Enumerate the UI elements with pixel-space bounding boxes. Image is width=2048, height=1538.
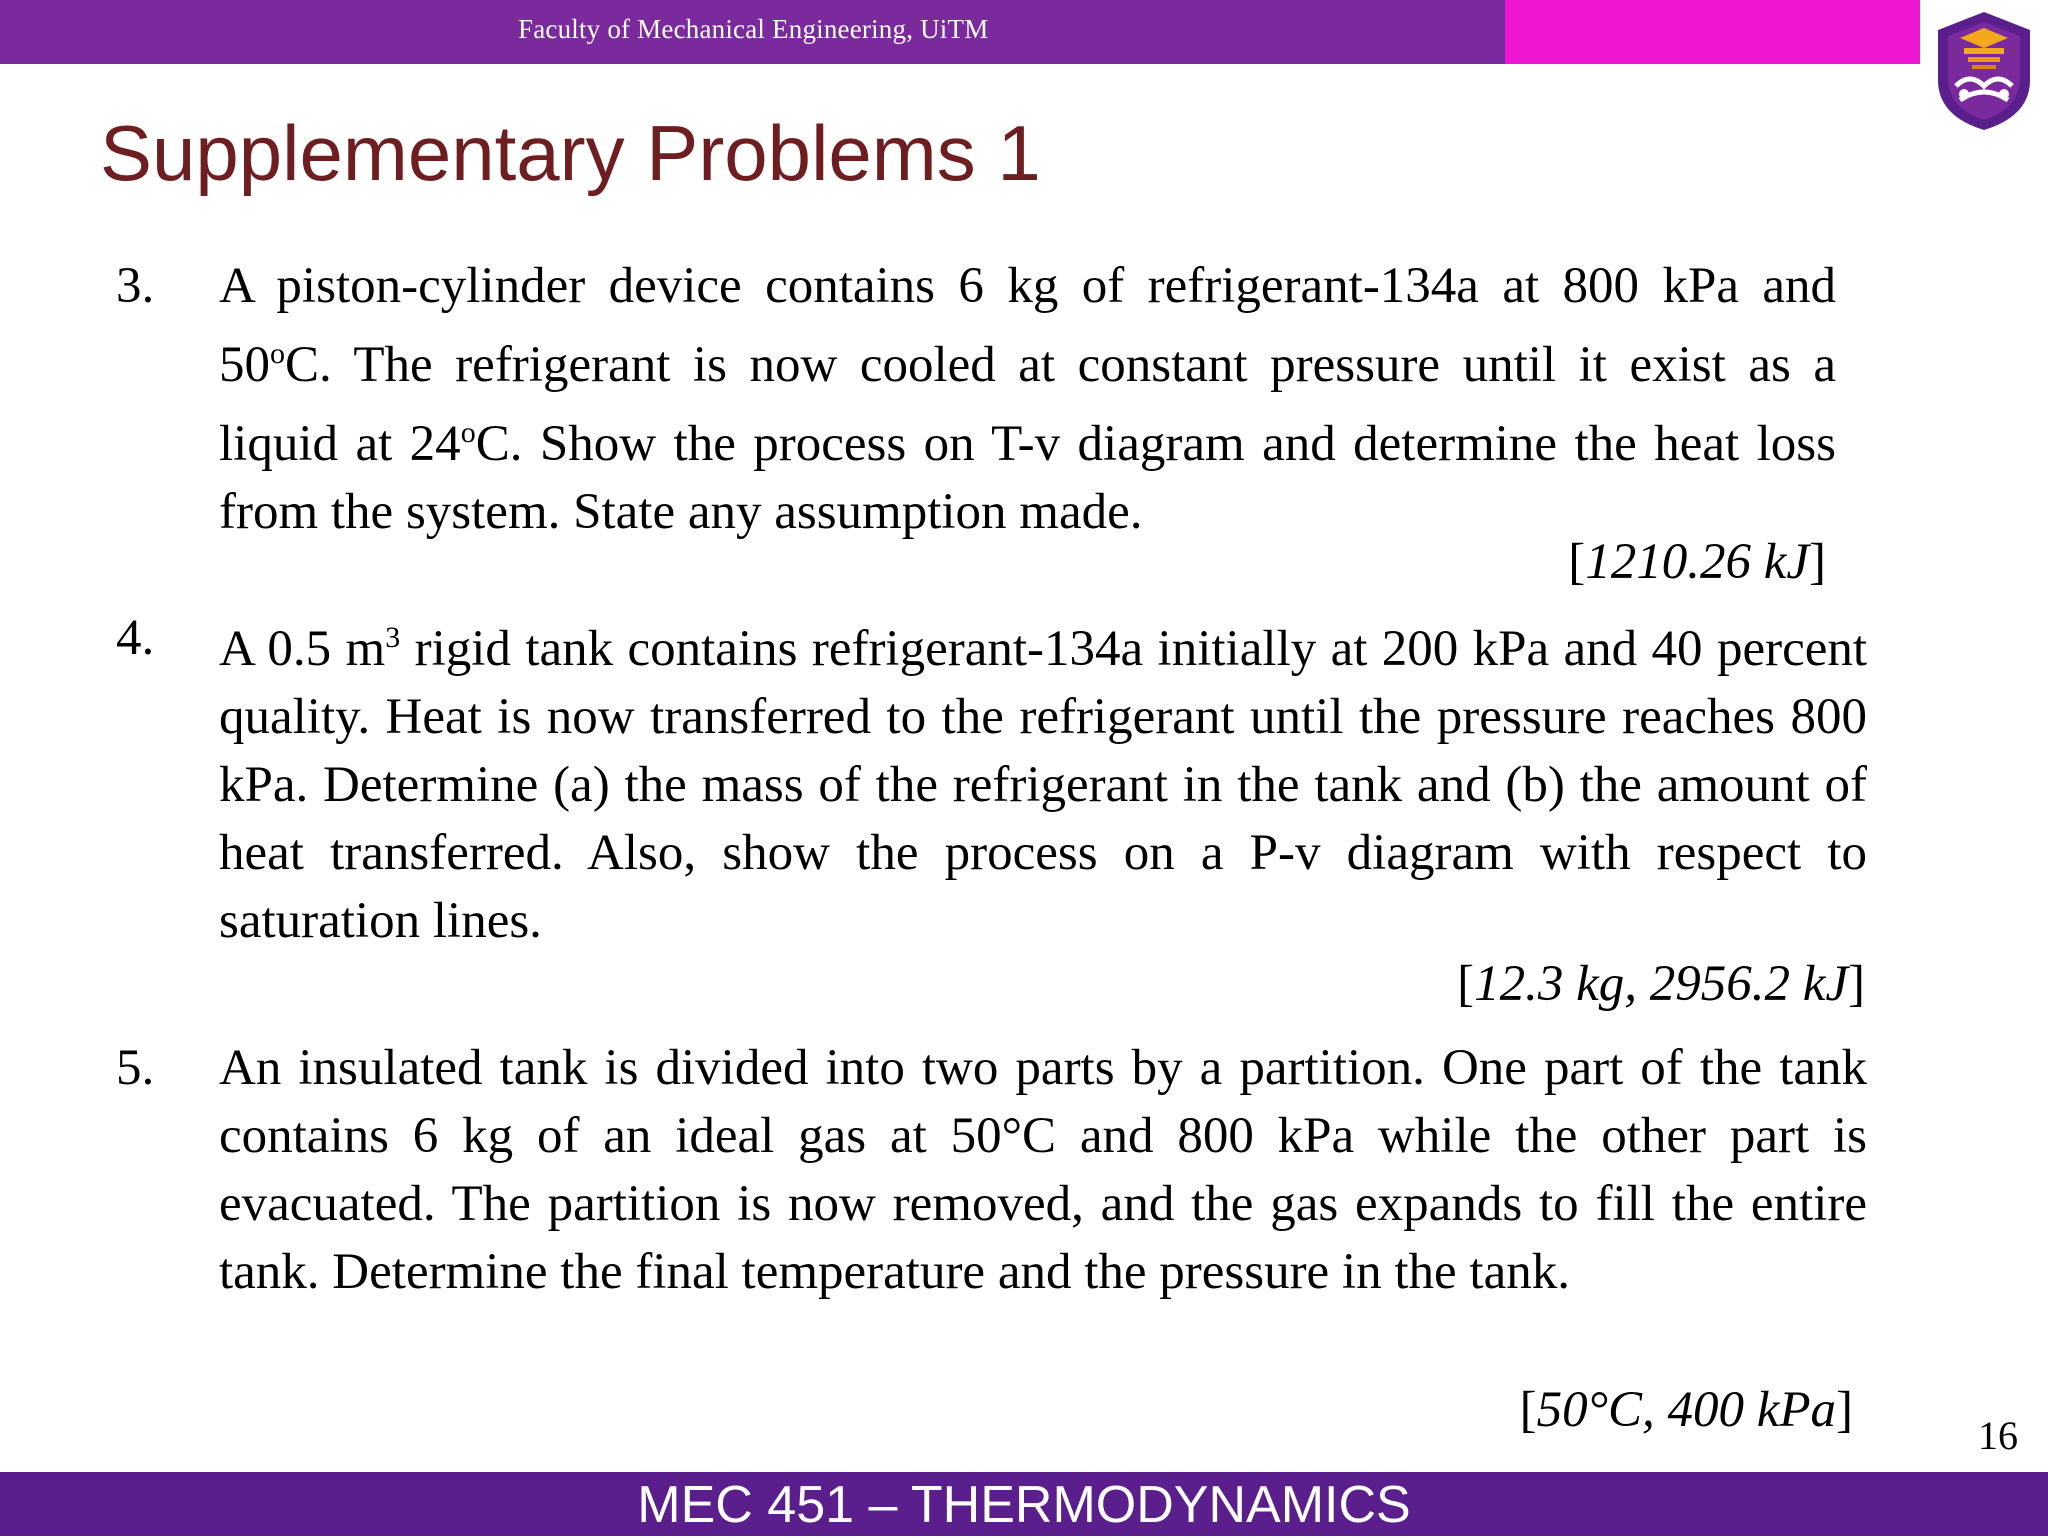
faculty-name: Faculty of Mechanical Engineering, UiTM	[518, 14, 989, 44]
header-accent-bar	[1505, 0, 1920, 64]
uitm-crest-icon	[1930, 8, 2038, 134]
problem-answer: [12.3 kg, 2956.2 kJ]	[1457, 956, 1865, 1012]
problem-answer: [1210.26 kJ]	[1568, 534, 1826, 590]
problem-text: An insulated tank is divided into two parts by a partition. One part of the tank contains 6 kg of an ideal gas at 50°C and 800 kPa while the other part is evacuated. The partition is now removed, and the gas expands to fill the entire tank. Determine the final temperature and the pressure in the tank.	[219, 1040, 1867, 1300]
problem-number: 5.	[116, 1040, 155, 1096]
problem-number: 3.	[116, 258, 155, 314]
slide-title: Supplementary Problems 1	[100, 109, 1041, 197]
problem-text: A piston-cylinder device contains 6 kg of refrigerant-134a at 800 kPa and 50$^o$C. The refrigerant is now cooled at constant pressure until it exist as a liquid at 24$^o$C. Show the process on T-v diagram and determine the heat loss from the system. State any assumption made.	[219, 258, 1836, 540]
page-number: 16	[1978, 1413, 2018, 1458]
problem-answer: [50°C, 400 kPa]	[1519, 1382, 1853, 1438]
problem-number: 4.	[116, 610, 155, 666]
problem-text: A 0.5 $m^3$ rigid tank contains refrigerant-134a initially at 200 kPa and 40 percent quality. Heat is now transferred to the refrigerant until the pressure reaches 800 kPa. Determine (a) the mass of the refrigerant in the tank and (b) the amount of heat transferred. Also, show the process on a P-v diagram with respect to saturation lines.	[219, 621, 1868, 949]
course-title: MEC 451 – THERMODYNAMICS	[637, 1476, 1411, 1534]
